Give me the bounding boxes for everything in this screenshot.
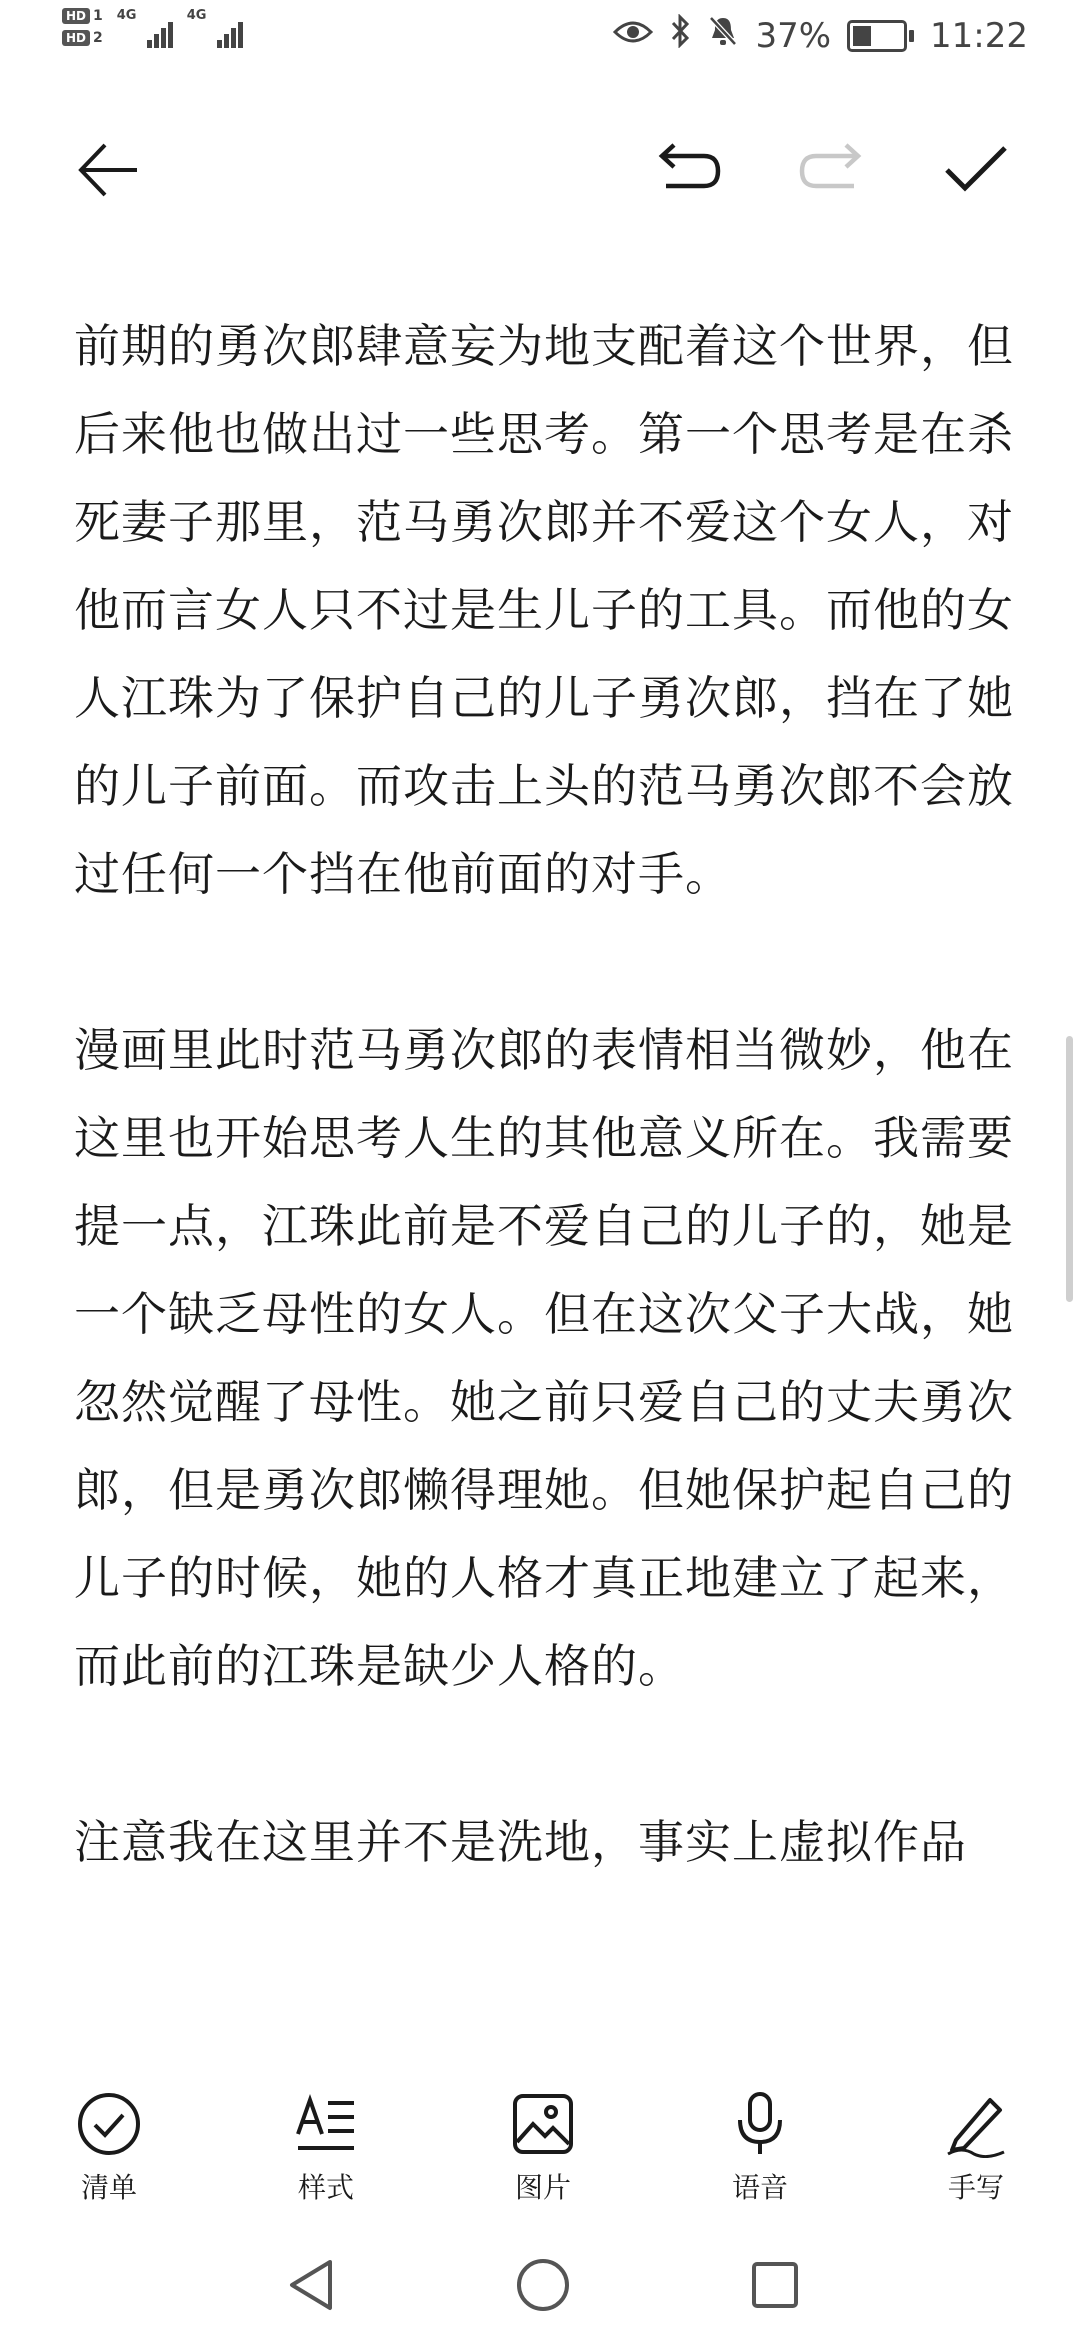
pen-icon <box>942 2090 1010 2158</box>
paragraph-3[interactable]: 注意我在这里并不是洗地，事实上虚拟作品 <box>74 1815 967 1869</box>
status-bar <box>0 0 1080 80</box>
signal-icon-2 <box>187 8 243 48</box>
handwrite-label: 手写 <box>947 2171 1004 2204</box>
status-right <box>613 14 1028 57</box>
status-left <box>62 8 243 48</box>
redo-button[interactable] <box>792 130 872 210</box>
checklist-label: 清单 <box>80 2171 137 2204</box>
image-icon <box>509 2090 577 2158</box>
done-button[interactable] <box>936 130 1016 210</box>
image-label: 图片 <box>514 2171 571 2204</box>
nav-recents-button[interactable] <box>740 2250 810 2320</box>
hd2-indicator <box>62 30 103 46</box>
checklist-icon <box>75 2090 143 2158</box>
hd1-num: 1 <box>93 8 103 24</box>
square-recents-icon <box>749 2259 801 2311</box>
hd1-indicator <box>62 8 103 24</box>
text-style-icon <box>292 2090 360 2158</box>
redo-icon <box>796 140 868 200</box>
eye-icon <box>613 16 653 56</box>
triangle-back-icon <box>286 2258 336 2312</box>
bottom-toolbar <box>0 2070 1080 2210</box>
voice-button[interactable] <box>695 2090 825 2206</box>
undo-button[interactable] <box>648 130 728 210</box>
hd2-num: 2 <box>93 30 103 46</box>
paragraph-1[interactable]: 前期的勇次郎肆意妄为地支配着这个世界，但后来他也做出过一些思考。第一个思考是在杀死妻子那里，范马勇次郎并不爱这个女人，对他而言女人只不过是生儿子的工具。而他的女人江珠为了保护自己的儿子勇次郎，挡在了她的儿子前面。而攻击上头的范马勇次郎不会放过任何一个挡在他前面的对手。 <box>74 319 1014 901</box>
voice-label: 语音 <box>731 2171 788 2204</box>
network-type-2: 4G <box>186 8 207 23</box>
bluetooth-icon <box>669 14 691 57</box>
editor-toolbar <box>0 110 1080 220</box>
checkmark-icon <box>941 140 1011 200</box>
clock: 11:22 <box>930 15 1028 56</box>
style-label: 样式 <box>297 2171 354 2204</box>
paragraph-2[interactable]: 漫画里此时范马勇次郎的表情相当微妙，他在这里也开始思考人生的其他意义所在。我需要提一点，江珠此前是不爱自己的儿子的，她是一个缺乏母性的女人。但在这次父子大战，她忽然觉醒了母性。她之前只爱自己的丈夫勇次郎，但是勇次郎懒得理她。但她保护起自己的儿子的时候，她的人格才真正地建立了起来，而此前的江珠是缺少人格的。 <box>74 1023 1014 1693</box>
mute-bell-icon <box>707 14 739 57</box>
hd2-label: HD <box>62 30 90 46</box>
network-type-1: 4G <box>116 8 137 23</box>
nav-home-button[interactable] <box>508 2250 578 2320</box>
battery-icon <box>847 20 914 52</box>
system-nav-bar <box>0 2230 1080 2340</box>
microphone-icon <box>726 2090 794 2158</box>
signal-icon-1 <box>117 8 173 48</box>
checklist-button[interactable] <box>44 2090 174 2206</box>
circle-home-icon <box>515 2257 571 2313</box>
undo-icon <box>652 140 724 200</box>
battery-percent: 37% <box>755 15 832 56</box>
note-body[interactable] <box>74 302 1014 2057</box>
image-button[interactable] <box>478 2090 608 2206</box>
back-button[interactable] <box>68 130 148 210</box>
nav-back-button[interactable] <box>276 2250 346 2320</box>
hd1-label: HD <box>62 8 90 24</box>
style-button[interactable] <box>261 2090 391 2206</box>
scrollbar[interactable] <box>1066 1036 1073 1302</box>
back-arrow-icon <box>73 135 143 205</box>
handwrite-button[interactable] <box>911 2090 1041 2206</box>
